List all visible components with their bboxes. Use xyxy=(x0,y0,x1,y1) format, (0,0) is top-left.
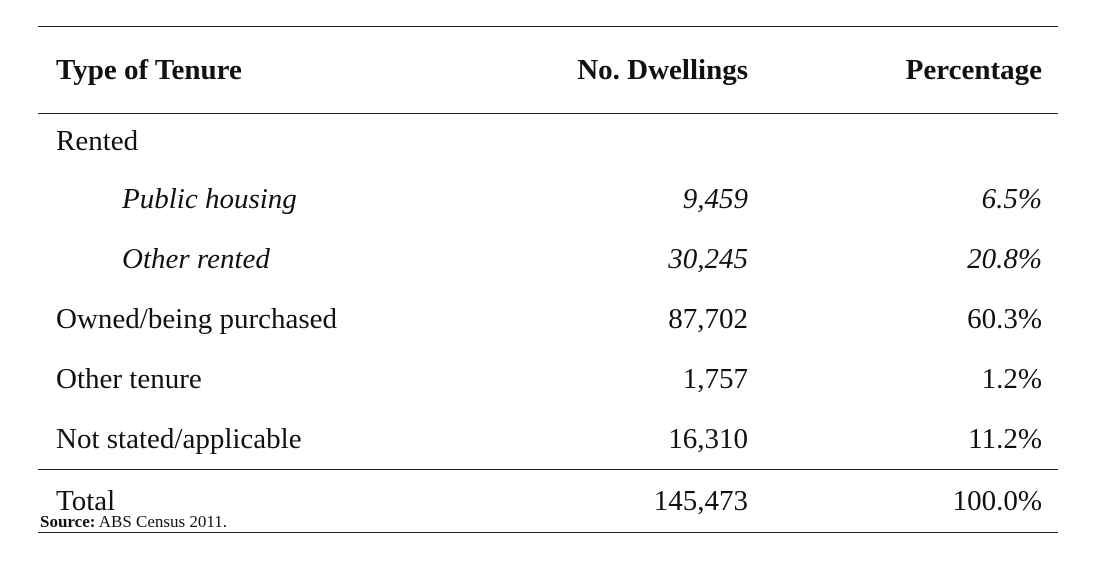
table-row-owned xyxy=(38,289,1058,349)
header-row xyxy=(38,27,1058,114)
table-row-other-tenure xyxy=(38,349,1058,409)
table-row-public-housing xyxy=(38,169,1058,229)
tenure-table xyxy=(38,26,1058,533)
row-label: Not stated/applicable xyxy=(56,422,302,455)
row-percentage: 20.8% xyxy=(967,242,1042,275)
tenure-table-container xyxy=(38,26,1058,533)
total-percentage: 100.0% xyxy=(768,470,1058,533)
row-dwellings: 9,459 xyxy=(682,182,748,215)
table-body xyxy=(38,114,1058,533)
source-label: Source: xyxy=(40,512,96,531)
table-row-rented xyxy=(38,114,1058,170)
row-percentage xyxy=(768,114,1058,170)
header-no-dwellings: No. Dwellings xyxy=(458,27,768,114)
row-label: Owned/being purchased xyxy=(56,302,338,335)
source-note xyxy=(40,512,227,532)
row-percentage: 1.2% xyxy=(981,362,1042,395)
table-header xyxy=(38,27,1058,114)
row-label: Other tenure xyxy=(56,362,202,395)
row-label: Public housing xyxy=(122,182,297,215)
row-dwellings: 30,245 xyxy=(668,242,748,275)
row-dwellings: 16,310 xyxy=(668,422,748,455)
table-row-other-rented xyxy=(38,229,1058,289)
row-label: Rented xyxy=(56,125,139,157)
row-dwellings: 87,702 xyxy=(668,302,748,335)
row-percentage: 60.3% xyxy=(967,302,1042,335)
total-label: Total xyxy=(38,470,458,533)
total-dwellings: 145,473 xyxy=(458,470,768,533)
table-row-not-stated xyxy=(38,409,1058,470)
header-percentage: Percentage xyxy=(768,27,1058,114)
row-dwellings xyxy=(458,114,768,170)
row-dwellings: 1,757 xyxy=(682,362,748,395)
row-label: Other rented xyxy=(122,242,270,275)
row-percentage: 11.2% xyxy=(968,422,1042,455)
header-type-of-tenure: Type of Tenure xyxy=(38,27,458,114)
source-text: ABS Census 2011. xyxy=(98,512,228,531)
row-percentage: 6.5% xyxy=(981,182,1042,215)
